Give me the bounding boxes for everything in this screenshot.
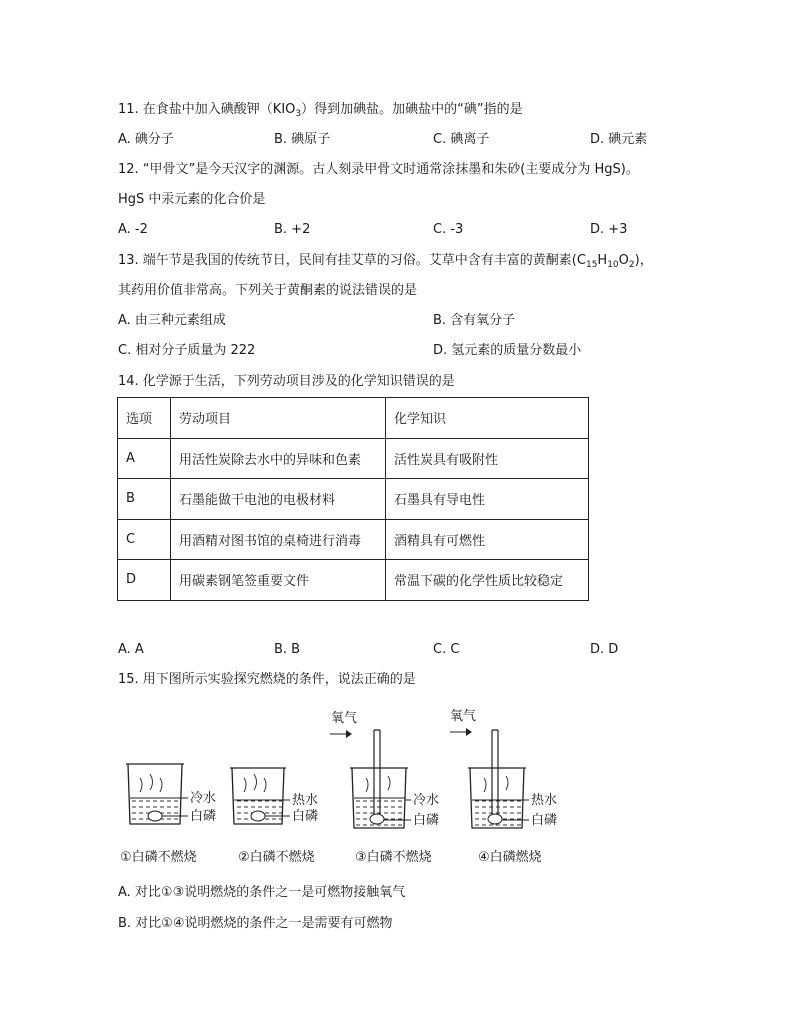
table-row <box>118 479 589 520</box>
beaker-1 <box>126 764 188 824</box>
q12-option-d[interactable]: D. +3 <box>590 222 628 237</box>
table-cell: 用活性炭除去水中的异味和色素 <box>171 438 386 479</box>
q14-option-d[interactable]: D. D <box>590 642 619 657</box>
q14-option-b[interactable]: B. B <box>274 642 301 657</box>
figure-caption-2: ②白磷不燃烧 <box>238 850 315 865</box>
table-cell: 活性炭具有吸附性 <box>386 438 589 479</box>
table-header-cell: 选项 <box>118 398 171 439</box>
q14-option-c[interactable]: C. C <box>433 642 460 657</box>
table-cell: B <box>118 479 171 520</box>
q13-stem-line2: 其药用价值非常高。下列关于黄酮素的说法错误的是 <box>118 283 418 298</box>
label-white-p-4: 白磷 <box>531 813 558 828</box>
table-header-row <box>118 398 589 439</box>
label-white-p-3: 白磷 <box>413 813 440 828</box>
combustion-experiment-figure <box>118 702 578 842</box>
label-hot-water-4: 热水 <box>531 793 558 808</box>
q12-option-a[interactable]: A. -2 <box>118 222 148 237</box>
table-cell: 酒精具有可燃性 <box>386 519 589 560</box>
table-row <box>118 519 589 560</box>
q13-option-a[interactable]: A. 由三种元素组成 <box>118 313 226 328</box>
table-cell: A <box>118 438 171 479</box>
table-cell: 用酒精对图书馆的桌椅进行消毒 <box>171 519 386 560</box>
table-cell: 用碳素钢笔签重要文件 <box>171 560 386 601</box>
q12-stem-line2: HgS 中汞元素的化合价是 <box>118 192 266 207</box>
q15-option-a[interactable]: A. 对比①③说明燃烧的条件之一是可燃物接触氧气 <box>118 885 406 900</box>
q11-option-d[interactable]: D. 碘元素 <box>590 132 648 147</box>
q13-stem-line1: 13. 端午节是我国的传统节日，民间有挂艾草的习俗。艾草中含有丰富的黄酮素$(C_{15}H_{10}O_2)$， <box>118 253 653 270</box>
label-hot-water-2: 热水 <box>292 793 319 808</box>
figure-caption-3: ③白磷不燃烧 <box>355 850 432 865</box>
q15-option-b[interactable]: B. 对比①④说明燃烧的条件之一是需要有可燃物 <box>118 916 393 931</box>
q14-option-a[interactable]: A. A <box>118 642 144 657</box>
table-cell: C <box>118 519 171 560</box>
q12-option-c[interactable]: C. -3 <box>433 222 464 237</box>
q13-option-c[interactable]: C. 相对分子质量为 222 <box>118 343 256 358</box>
table-row <box>118 560 589 601</box>
q14-table <box>117 397 589 601</box>
figure-caption-1: ①白磷不燃烧 <box>120 850 197 865</box>
q12-stem-line1: 12. “甲骨文”是今天汉字的渊源。古人刻录甲骨文时通常涂抹墨和朱砂(主要成分为 HgS)。 <box>118 162 639 177</box>
q11-option-a[interactable]: A. 碘分子 <box>118 132 174 147</box>
q13-option-b[interactable]: B. 含有氧分子 <box>433 313 516 328</box>
beaker-3 <box>330 730 411 828</box>
q11-option-c[interactable]: C. 碘离子 <box>433 132 490 147</box>
figure-caption-4: ④白磷燃烧 <box>478 850 542 865</box>
table-cell: 石墨能做干电池的电极材料 <box>171 479 386 520</box>
table-cell: 石墨具有导电性 <box>386 479 589 520</box>
label-white-p-2: 白磷 <box>292 809 319 824</box>
table-cell: D <box>118 560 171 601</box>
q11-stem: 11. 在食盐中加入碘酸钾$(KIO_3)$得到加碘盐。加碘盐中的“碘”指的是 <box>118 102 523 119</box>
label-cold-water-1: 冷水 <box>190 791 217 806</box>
label-cold-water-3: 冷水 <box>413 793 440 808</box>
label-white-p-1: 白磷 <box>190 809 217 824</box>
q12-option-b[interactable]: B. +2 <box>274 222 311 237</box>
label-oxygen-3: 氧气 <box>331 711 358 726</box>
label-oxygen-4: 氧气 <box>450 709 477 724</box>
q11-option-b[interactable]: B. 碘原子 <box>274 132 331 147</box>
table-header-cell: 劳动项目 <box>171 398 386 439</box>
q13-option-d[interactable]: D. 氢元素的质量分数最小 <box>433 343 582 358</box>
beaker-4 <box>450 728 529 828</box>
q15-stem: 15. 用下图所示实验探究燃烧的条件，说法正确的是 <box>118 672 416 687</box>
table-cell: 常温下碳的化学性质比较稳定 <box>386 560 589 601</box>
q14-stem: 14. 化学源于生活，下列劳动项目涉及的化学知识错误的是 <box>118 374 455 389</box>
table-row <box>118 438 589 479</box>
table-header-cell: 化学知识 <box>386 398 589 439</box>
beaker-2 <box>230 768 290 824</box>
